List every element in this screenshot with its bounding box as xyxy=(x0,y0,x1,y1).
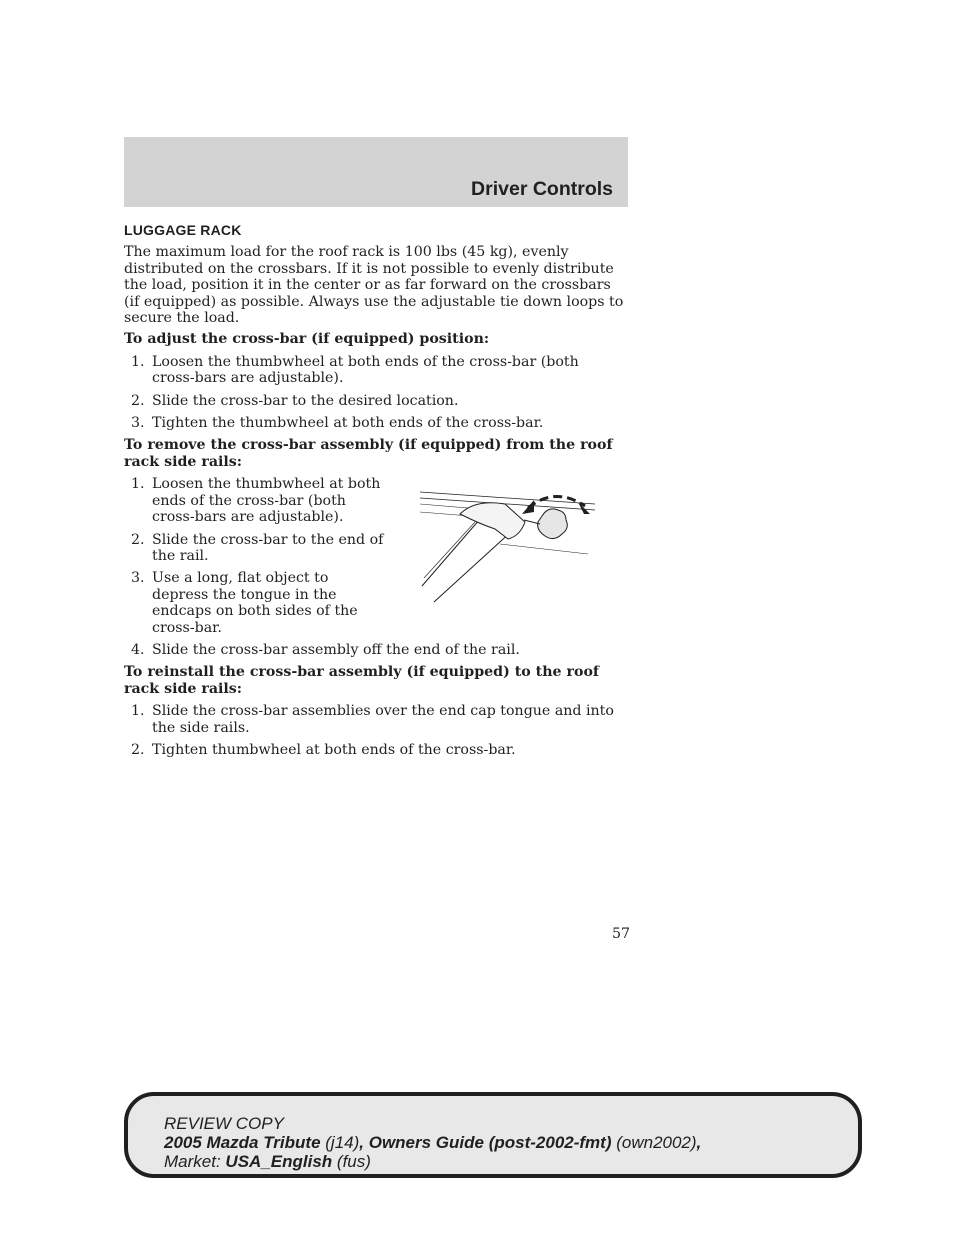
review-vehicle-line: 2005 Mazda Tribute (j14), Owners Guide (post-2002-fmt) (own2002), xyxy=(164,1133,702,1152)
remove-steps xyxy=(124,476,384,636)
main-content xyxy=(124,220,624,764)
list-item: 3. Tighten the thumbwheel at both ends of the cross-bar. xyxy=(131,415,544,432)
review-copy-text xyxy=(164,1114,701,1171)
intro-paragraph: The maximum load for the roof rack is 100 lbs (45 kg), evenly distributed on the crossbars. If it is not possible to evenly distribute the load, position it in the center or as far forward on the crossbars (if equipped) as possible. Always use the adjustable tie down loops to secure the load. xyxy=(124,244,624,327)
list-item: 1. Loosen the thumbwheel at both ends of the cross-bar (both cross-bars are adjustable). xyxy=(131,476,381,526)
review-label: REVIEW COPY xyxy=(164,1114,284,1133)
list-item: 2. Tighten thumbwheel at both ends of the cross-bar. xyxy=(131,741,516,758)
list-item: 1. Loosen the thumbwheel at both ends of the cross-bar (both cross-bars are adjustable). xyxy=(131,353,579,387)
adjust-steps xyxy=(124,354,624,432)
review-market-line: Market: USA_English (fus) xyxy=(164,1152,371,1171)
review-copy-box xyxy=(124,1092,862,1178)
page-title: Driver Controls xyxy=(471,178,613,200)
reinstall-heading: To reinstall the cross-bar assembly (if equipped) to the roof rack side rails: xyxy=(124,664,600,697)
adjust-heading: To adjust the cross-bar (if equipped) position: xyxy=(124,331,490,348)
section-title: LUGGAGE RACK xyxy=(124,222,242,238)
list-item: 3. Use a long, flat object to depress the tongue in the endcaps on both sides of the cross-bar. xyxy=(131,570,358,636)
list-item: 4. Slide the cross-bar assembly off the end of the rail. xyxy=(131,641,520,658)
reinstall-steps xyxy=(124,703,624,758)
list-item: 2. Slide the cross-bar to the end of the rail. xyxy=(131,531,384,564)
page-number: 57 xyxy=(612,926,631,942)
header-band xyxy=(124,137,628,207)
remove-heading: To remove the cross-bar assembly (if equipped) from the roof rack side rails: xyxy=(124,437,613,470)
remove-steps-continued xyxy=(124,642,624,658)
crossbar-thumbwheel-illustration xyxy=(420,484,595,604)
list-item: 1. Slide the cross-bar assemblies over the end cap tongue and into the side rails. xyxy=(131,703,614,736)
list-item: 2. Slide the cross-bar to the desired location. xyxy=(131,392,459,409)
remove-section xyxy=(124,476,624,636)
